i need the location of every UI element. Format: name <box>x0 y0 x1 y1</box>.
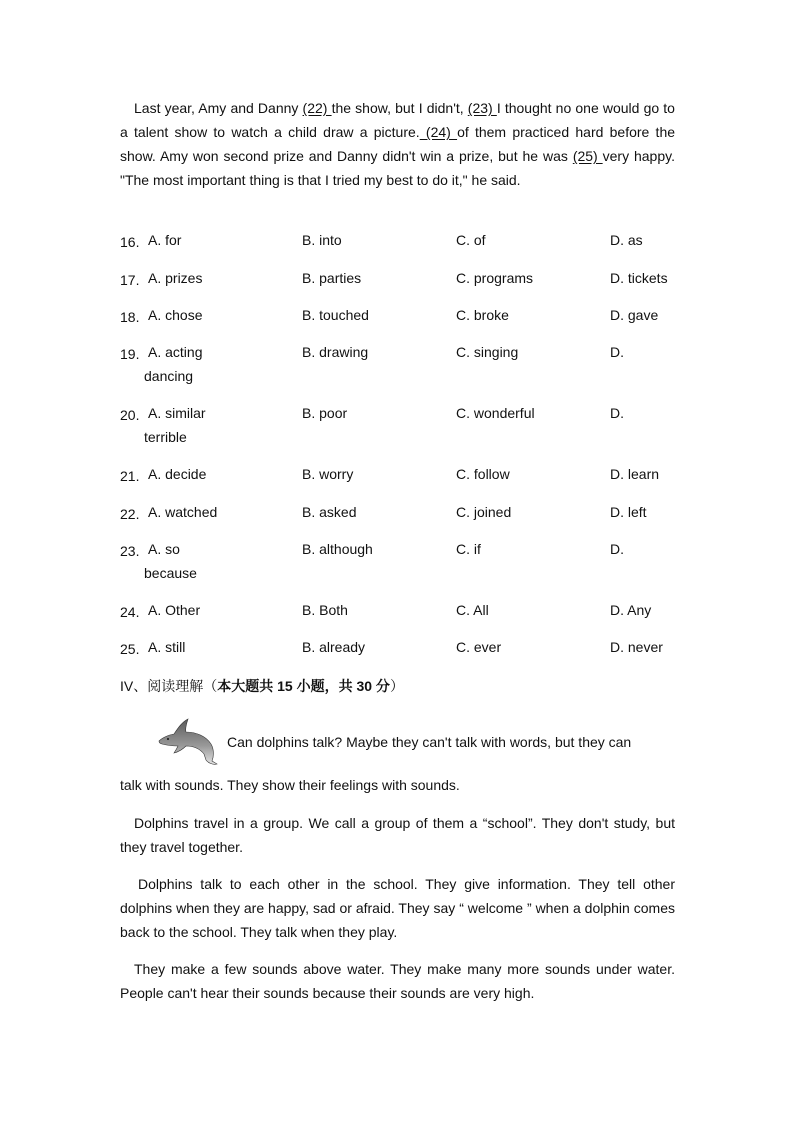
option-b: B. worry <box>302 466 354 482</box>
option-a: A. so <box>148 541 180 557</box>
passage-text: Last year, Amy and Danny <box>134 100 303 116</box>
section-bold: 本大题共 15 小题，共 30 分 <box>217 678 390 694</box>
option-d-text: terrible <box>144 429 187 445</box>
option-d: D. never <box>610 639 663 655</box>
question-21 <box>120 466 680 490</box>
passage-text: the show, but I didn't, <box>331 100 468 116</box>
option-a: A. prizes <box>148 270 203 286</box>
question-24 <box>120 602 680 626</box>
option-d: D. <box>610 405 624 421</box>
option-d: D. Any <box>610 602 652 618</box>
blank-24: (24) <box>419 124 458 140</box>
option-d-text: dancing <box>144 368 194 384</box>
question-number: 20. <box>120 407 140 423</box>
option-a: A. Other <box>148 602 201 618</box>
passage-text: I thought no one would go to a talent show to watch a child draw a picture. <box>120 100 675 140</box>
option-c: C. follow <box>456 466 510 482</box>
option-c: C. of <box>456 232 486 248</box>
question-number: 24. <box>120 604 140 620</box>
section-suffix: ） <box>389 678 404 694</box>
question-number: 17. <box>120 272 140 288</box>
option-c: C. joined <box>456 504 512 520</box>
option-d: D. <box>610 541 624 557</box>
section-heading <box>120 676 404 696</box>
option-c: C. if <box>456 541 481 557</box>
question-16 <box>120 232 680 256</box>
option-b: B. Both <box>302 602 348 618</box>
option-d: D. left <box>610 504 647 520</box>
option-a: A. chose <box>148 307 203 323</box>
question-19 <box>120 344 680 392</box>
question-number: 25. <box>120 641 140 657</box>
reading-text: Can dolphins talk? Maybe they can't talk with words, but they can <box>227 734 632 750</box>
option-a: A. acting <box>148 344 203 360</box>
option-b: B. into <box>302 232 342 248</box>
blank-22: (22) <box>302 100 332 116</box>
option-b: B. asked <box>302 504 357 520</box>
option-d: D. <box>610 344 624 360</box>
option-b: B. parties <box>302 270 362 286</box>
reading-para-2 <box>120 811 675 859</box>
question-number: 18. <box>120 309 140 325</box>
question-23 <box>120 541 680 589</box>
option-c: C. broke <box>456 307 509 323</box>
option-a: A. watched <box>148 504 218 520</box>
option-c: C. ever <box>456 639 502 655</box>
option-d-text: because <box>144 565 197 581</box>
option-a: A. similar <box>148 405 206 421</box>
option-b: B. already <box>302 639 366 655</box>
reading-para-3 <box>120 872 675 944</box>
question-17 <box>120 270 680 294</box>
question-18 <box>120 307 680 331</box>
cloze-passage <box>120 96 675 192</box>
blank-23: (23) <box>467 100 497 116</box>
reading-para-1-rest <box>120 773 675 797</box>
reading-text: They make a few sounds above water. They make many more sounds under water. People can't hear their sounds because their sounds are very high. <box>120 961 675 1001</box>
question-number: 23. <box>120 543 140 559</box>
option-b: B. although <box>302 541 373 557</box>
reading-para-1-first <box>227 730 675 754</box>
option-b: B. touched <box>302 307 369 323</box>
option-a: A. still <box>148 639 186 655</box>
passage-text: very happy. "The most important thing is that I tried my best to do it," he said. <box>120 148 675 188</box>
option-a: A. for <box>148 232 182 248</box>
question-number: 22. <box>120 506 140 522</box>
option-d: D. as <box>610 232 643 248</box>
reading-text: talk with sounds. They show their feelings with sounds. <box>120 777 460 793</box>
section-prefix: IV、阅读理解（ <box>120 678 218 694</box>
dolphin-icon <box>156 716 218 766</box>
option-a: A. decide <box>148 466 207 482</box>
option-b: B. poor <box>302 405 348 421</box>
question-number: 21. <box>120 468 140 484</box>
blank-25: (25) <box>572 148 603 164</box>
question-22 <box>120 504 680 528</box>
question-20 <box>120 405 680 453</box>
reading-text: Dolphins travel in a group. We call a group of them a “school”. They don't study, but they travel together. <box>120 815 675 855</box>
question-25 <box>120 639 680 663</box>
option-c: C. singing <box>456 344 519 360</box>
option-c: C. All <box>456 602 489 618</box>
option-b: B. drawing <box>302 344 369 360</box>
reading-para-4 <box>120 957 675 1005</box>
option-c: C. programs <box>456 270 534 286</box>
question-number: 19. <box>120 346 140 362</box>
option-d: D. gave <box>610 307 659 323</box>
passage-text: of them practiced hard before the show. Amy won second prize and Danny didn't win a prize, but he was <box>120 124 676 164</box>
option-c: C. wonderful <box>456 405 535 421</box>
reading-text: Dolphins talk to each other in the school. They give information. They tell other dolphins when they are happy, sad or afraid. They say “ welcome ” when a dolphin comes back to the school. They talk when they play. <box>120 876 675 940</box>
option-d: D. tickets <box>610 270 668 286</box>
question-number: 16. <box>120 234 140 250</box>
option-d: D. learn <box>610 466 660 482</box>
